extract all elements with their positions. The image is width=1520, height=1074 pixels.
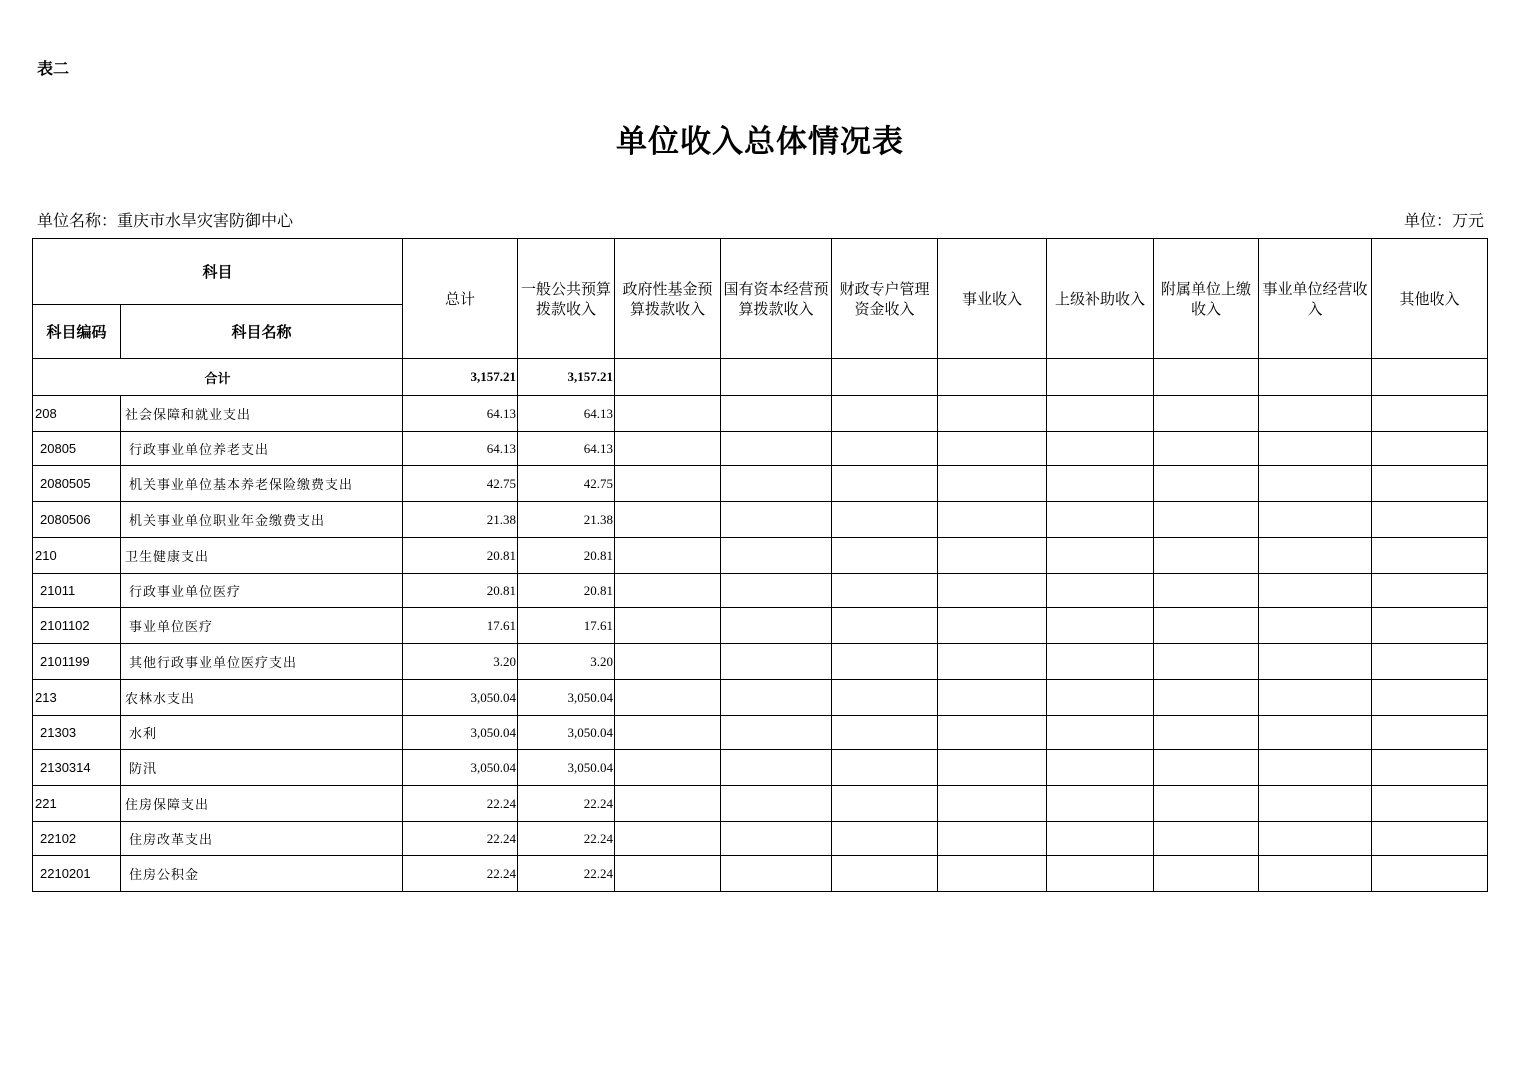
unit-name-label: 单位名称：重庆市水旱灾害防御中心 (37, 211, 294, 230)
table-row (33, 538, 1488, 574)
subject-code-cell: 2080506 (33, 502, 121, 538)
subject-code-cell: 22102 (33, 822, 121, 856)
empty-cell (1047, 716, 1154, 750)
empty-cell (832, 574, 938, 608)
empty-cell (1154, 680, 1259, 716)
empty-cell (615, 822, 721, 856)
empty-cell (832, 502, 938, 538)
empty-cell (1372, 574, 1488, 608)
empty-cell (1154, 502, 1259, 538)
subject-name-cell: 行政事业单位养老支出 (121, 432, 403, 466)
total-row-cell (832, 359, 938, 396)
empty-cell (721, 750, 832, 786)
subject-name-cell: 水利 (121, 716, 403, 750)
empty-cell (832, 644, 938, 680)
empty-cell (721, 432, 832, 466)
table-row (33, 786, 1488, 822)
general-budget-cell: 20.81 (518, 574, 615, 608)
empty-cell (938, 396, 1047, 432)
header-state-capital: 国有资本经营预算拨款收入 (721, 239, 832, 359)
empty-cell (615, 680, 721, 716)
total-row-general-budget: 3,157.21 (518, 359, 615, 396)
empty-cell (938, 716, 1047, 750)
empty-cell (1047, 396, 1154, 432)
empty-cell (1047, 822, 1154, 856)
page-title: 单位收入总体情况表 (616, 124, 904, 160)
header-affiliated-turnover: 附属单位上缴收入 (1154, 239, 1259, 359)
empty-cell (721, 538, 832, 574)
total-cell: 22.24 (403, 786, 518, 822)
subject-code-cell: 221 (33, 786, 121, 822)
table-row (33, 822, 1488, 856)
subject-code-cell: 208 (33, 396, 121, 432)
total-row-cell (1154, 359, 1259, 396)
empty-cell (615, 608, 721, 644)
general-budget-cell: 3,050.04 (518, 716, 615, 750)
header-gov-fund: 政府性基金预算拨款收入 (615, 239, 721, 359)
table-number-label: 表二 (37, 59, 70, 78)
empty-cell (1047, 432, 1154, 466)
total-cell: 20.81 (403, 574, 518, 608)
empty-cell (1372, 750, 1488, 786)
empty-cell (1259, 822, 1372, 856)
empty-cell (721, 574, 832, 608)
empty-cell (938, 608, 1047, 644)
general-budget-cell: 3.20 (518, 644, 615, 680)
empty-cell (1372, 822, 1488, 856)
total-row-cell (721, 359, 832, 396)
empty-cell (938, 750, 1047, 786)
empty-cell (832, 538, 938, 574)
subject-code-cell: 213 (33, 680, 121, 716)
empty-cell (615, 786, 721, 822)
empty-cell (1154, 716, 1259, 750)
empty-cell (721, 608, 832, 644)
empty-cell (1372, 608, 1488, 644)
empty-cell (1154, 856, 1259, 892)
table-row (33, 608, 1488, 644)
subject-code-cell: 210 (33, 538, 121, 574)
empty-cell (1259, 396, 1372, 432)
subject-code-cell: 21303 (33, 716, 121, 750)
table-row (33, 502, 1488, 538)
general-budget-cell: 3,050.04 (518, 750, 615, 786)
total-row-total: 3,157.21 (403, 359, 518, 396)
empty-cell (615, 716, 721, 750)
general-budget-cell: 22.24 (518, 856, 615, 892)
empty-cell (938, 856, 1047, 892)
subject-code-cell: 2080505 (33, 466, 121, 502)
empty-cell (1372, 856, 1488, 892)
empty-cell (1372, 644, 1488, 680)
empty-cell (721, 822, 832, 856)
header-subject-name: 科目名称 (121, 305, 403, 359)
empty-cell (1259, 644, 1372, 680)
empty-cell (721, 502, 832, 538)
empty-cell (721, 680, 832, 716)
empty-cell (1372, 502, 1488, 538)
subject-code-cell: 21011 (33, 574, 121, 608)
total-row-cell (1372, 359, 1488, 396)
subject-name-cell: 住房改革支出 (121, 822, 403, 856)
empty-cell (1259, 750, 1372, 786)
total-cell: 17.61 (403, 608, 518, 644)
empty-cell (1372, 432, 1488, 466)
subject-name-cell: 其他行政事业单位医疗支出 (121, 644, 403, 680)
empty-cell (1372, 716, 1488, 750)
table-row (33, 432, 1488, 466)
empty-cell (832, 466, 938, 502)
header-fiscal-account: 财政专户管理资金收入 (832, 239, 938, 359)
header-general-budget: 一般公共预算拨款收入 (518, 239, 615, 359)
empty-cell (1259, 856, 1372, 892)
empty-cell (615, 644, 721, 680)
total-row-cell (1047, 359, 1154, 396)
subject-name-cell: 机关事业单位职业年金缴费支出 (121, 502, 403, 538)
table-row (33, 716, 1488, 750)
subject-code-cell: 2101102 (33, 608, 121, 644)
subject-code-cell: 2210201 (33, 856, 121, 892)
total-cell: 3.20 (403, 644, 518, 680)
subject-name-cell: 住房保障支出 (121, 786, 403, 822)
empty-cell (1047, 608, 1154, 644)
unit-measure-label: 单位：万元 (1403, 211, 1484, 230)
empty-cell (721, 716, 832, 750)
table-row (33, 396, 1488, 432)
subject-name-cell: 机关事业单位基本养老保险缴费支出 (121, 466, 403, 502)
total-row-cell (1259, 359, 1372, 396)
empty-cell (938, 822, 1047, 856)
empty-cell (1154, 466, 1259, 502)
total-cell: 22.24 (403, 856, 518, 892)
empty-cell (1047, 466, 1154, 502)
empty-cell (615, 750, 721, 786)
general-budget-cell: 3,050.04 (518, 680, 615, 716)
empty-cell (1154, 608, 1259, 644)
header-row-1 (33, 239, 1488, 305)
header-subject-code: 科目编码 (33, 305, 121, 359)
empty-cell (938, 432, 1047, 466)
empty-cell (938, 644, 1047, 680)
total-cell: 21.38 (403, 502, 518, 538)
general-budget-cell: 64.13 (518, 396, 615, 432)
empty-cell (1047, 538, 1154, 574)
empty-cell (721, 786, 832, 822)
empty-cell (832, 716, 938, 750)
table-row (33, 644, 1488, 680)
empty-cell (615, 502, 721, 538)
empty-cell (615, 538, 721, 574)
empty-cell (1259, 608, 1372, 644)
subject-code-cell: 2130314 (33, 750, 121, 786)
empty-cell (832, 856, 938, 892)
table-row (33, 750, 1488, 786)
total-cell: 20.81 (403, 538, 518, 574)
header-total: 总计 (403, 239, 518, 359)
total-row (33, 359, 1488, 396)
empty-cell (1154, 432, 1259, 466)
empty-cell (721, 644, 832, 680)
empty-cell (832, 786, 938, 822)
empty-cell (1259, 466, 1372, 502)
empty-cell (938, 574, 1047, 608)
empty-cell (615, 574, 721, 608)
empty-cell (938, 502, 1047, 538)
empty-cell (1259, 502, 1372, 538)
general-budget-cell: 20.81 (518, 538, 615, 574)
empty-cell (1259, 680, 1372, 716)
income-summary-table (32, 238, 1488, 892)
general-budget-cell: 22.24 (518, 786, 615, 822)
subject-name-cell: 住房公积金 (121, 856, 403, 892)
general-budget-cell: 42.75 (518, 466, 615, 502)
total-row-cell (938, 359, 1047, 396)
empty-cell (615, 432, 721, 466)
general-budget-cell: 17.61 (518, 608, 615, 644)
empty-cell (1372, 396, 1488, 432)
empty-cell (938, 786, 1047, 822)
empty-cell (1154, 574, 1259, 608)
empty-cell (721, 466, 832, 502)
empty-cell (1154, 396, 1259, 432)
empty-cell (1047, 856, 1154, 892)
empty-cell (1259, 574, 1372, 608)
subject-code-cell: 20805 (33, 432, 121, 466)
empty-cell (1154, 786, 1259, 822)
empty-cell (615, 856, 721, 892)
empty-cell (832, 750, 938, 786)
header-subject: 科目 (33, 239, 403, 305)
empty-cell (938, 466, 1047, 502)
empty-cell (938, 680, 1047, 716)
total-row-label: 合计 (33, 359, 403, 396)
empty-cell (1259, 786, 1372, 822)
total-cell: 3,050.04 (403, 750, 518, 786)
empty-cell (1372, 466, 1488, 502)
header-superior-subsidy: 上级补助收入 (1047, 239, 1154, 359)
total-cell: 64.13 (403, 396, 518, 432)
table-row (33, 574, 1488, 608)
total-cell: 42.75 (403, 466, 518, 502)
empty-cell (1372, 786, 1488, 822)
empty-cell (832, 608, 938, 644)
total-cell: 64.13 (403, 432, 518, 466)
empty-cell (1047, 574, 1154, 608)
empty-cell (1047, 750, 1154, 786)
total-row-cell (615, 359, 721, 396)
subject-name-cell: 农林水支出 (121, 680, 403, 716)
subject-code-cell: 2101199 (33, 644, 121, 680)
empty-cell (1154, 750, 1259, 786)
subject-name-cell: 社会保障和就业支出 (121, 396, 403, 432)
empty-cell (1154, 644, 1259, 680)
table-row (33, 680, 1488, 716)
empty-cell (832, 432, 938, 466)
empty-cell (1259, 716, 1372, 750)
subject-name-cell: 事业单位医疗 (121, 608, 403, 644)
general-budget-cell: 21.38 (518, 502, 615, 538)
empty-cell (832, 680, 938, 716)
empty-cell (1047, 786, 1154, 822)
empty-cell (832, 822, 938, 856)
empty-cell (1047, 644, 1154, 680)
header-other-income: 其他收入 (1372, 239, 1488, 359)
empty-cell (1047, 680, 1154, 716)
empty-cell (832, 396, 938, 432)
empty-cell (721, 396, 832, 432)
table-row (33, 856, 1488, 892)
empty-cell (721, 856, 832, 892)
general-budget-cell: 22.24 (518, 822, 615, 856)
header-business-income: 事业收入 (938, 239, 1047, 359)
subject-name-cell: 行政事业单位医疗 (121, 574, 403, 608)
empty-cell (615, 466, 721, 502)
general-budget-cell: 64.13 (518, 432, 615, 466)
total-cell: 22.24 (403, 822, 518, 856)
empty-cell (1154, 538, 1259, 574)
empty-cell (1259, 538, 1372, 574)
empty-cell (1259, 432, 1372, 466)
total-cell: 3,050.04 (403, 680, 518, 716)
empty-cell (1154, 822, 1259, 856)
subject-name-cell: 防汛 (121, 750, 403, 786)
empty-cell (615, 396, 721, 432)
header-business-operation: 事业单位经营收入 (1259, 239, 1372, 359)
empty-cell (938, 538, 1047, 574)
table-row (33, 466, 1488, 502)
total-cell: 3,050.04 (403, 716, 518, 750)
subject-name-cell: 卫生健康支出 (121, 538, 403, 574)
empty-cell (1372, 680, 1488, 716)
empty-cell (1372, 538, 1488, 574)
empty-cell (1047, 502, 1154, 538)
